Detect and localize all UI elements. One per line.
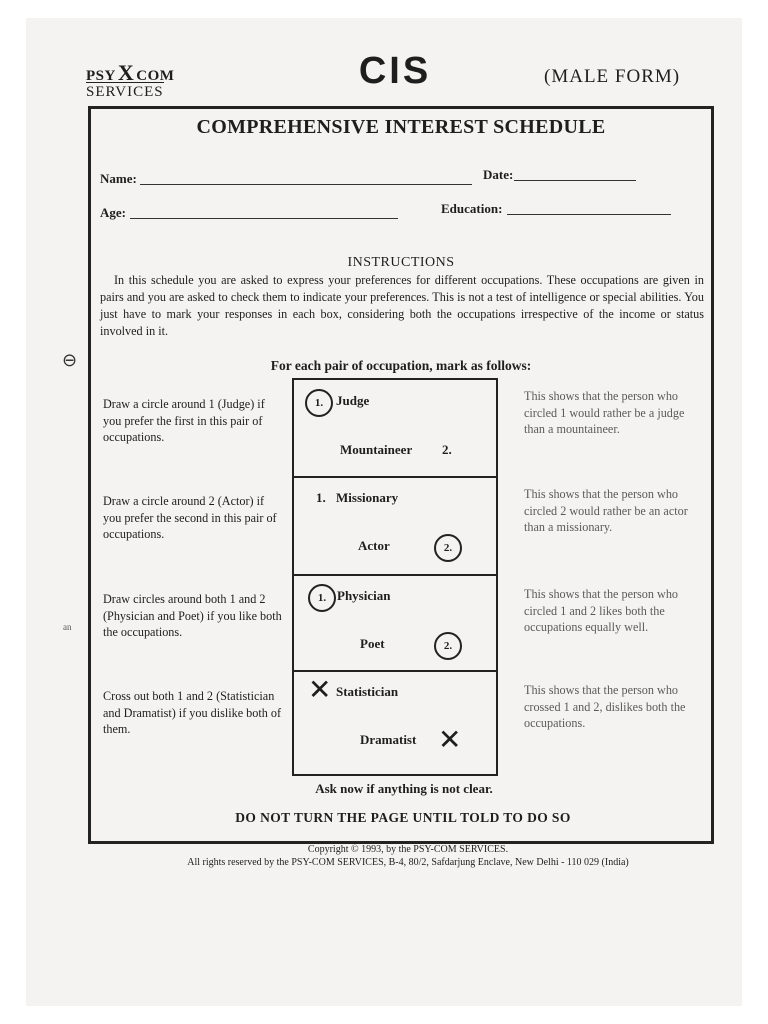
example-4-second: Dramatist	[360, 732, 417, 747]
education-field[interactable]	[507, 214, 671, 215]
margin-mark: an	[63, 622, 72, 632]
do-not-turn-note: DO NOT TURN THE PAGE UNTIL TOLD TO DO SO	[235, 810, 571, 825]
example-1-circled-num1: 1.	[305, 389, 333, 417]
example-2-explanation: This shows that the person who circled 2 would rather be an actor than a missionary.	[524, 487, 688, 534]
instructions-text: In this schedule you are asked to express your preferences for different occupations. These occupations are given in pairs and you are asked to check them to indicate your preferences. This is not a test of intelligence or special abilities. You just have to mark your responses in each box, considering both the occupations irrespective of the income or status involved in it.	[100, 273, 704, 338]
instructions-heading: INSTRUCTIONS	[347, 255, 455, 270]
example-2-instruction: Draw a circle around 2 (Actor) if you prefer the second in this pair of occupations.	[103, 494, 277, 541]
example-1-box	[294, 380, 496, 478]
age-field[interactable]	[130, 218, 398, 219]
example-1-second: Mountaineer	[340, 442, 413, 457]
example-grid	[292, 378, 498, 776]
ask-note: Ask now if anything is not clear.	[315, 781, 493, 796]
date-label: Date:	[483, 167, 514, 182]
example-3-box	[294, 574, 496, 672]
page-title: COMPREHENSIVE INTEREST SCHEDULE	[196, 116, 606, 138]
pair-heading: For each pair of occupation, mark as follows:	[270, 358, 532, 373]
logo-x: X	[117, 60, 135, 85]
example-1-first: Judge	[336, 393, 370, 408]
form-type: (MALE FORM)	[544, 66, 681, 87]
example-2-box	[294, 478, 496, 576]
name-label: Name:	[100, 171, 137, 186]
copyright-line-1: Copyright © 1993, by the PSY-COM SERVICES.	[307, 844, 509, 855]
example-3-first: Physician	[337, 588, 391, 603]
example-4-box	[294, 670, 496, 766]
example-1-num2: 2.	[442, 442, 452, 457]
example-3-explanation: This shows that the person who circled 1 and 2 likes both the occupations equally well.	[524, 587, 679, 634]
education-label: Education:	[441, 201, 503, 216]
age-label: Age:	[100, 205, 126, 220]
example-4-first: Statistician	[336, 684, 399, 699]
example-2-num1: 1.	[316, 490, 326, 505]
date-field[interactable]	[514, 180, 636, 181]
example-4-cross-2-icon: ✕	[438, 723, 462, 756]
example-3-circled-num2: 2.	[434, 632, 462, 660]
example-3-circled-num1: 1.	[308, 584, 336, 612]
example-2-circled-num2: 2.	[434, 534, 462, 562]
example-1-explanation: This shows that the person who circled 1 would rather be a judge than a mountaineer.	[524, 389, 685, 436]
example-3-second: Poet	[360, 636, 385, 651]
name-field[interactable]	[140, 184, 472, 185]
example-4-cross-1-icon: ✕	[308, 673, 332, 706]
instructions-body	[100, 272, 704, 340]
logo-services: SERVICES	[86, 84, 164, 100]
example-3-instruction: Draw circles around both 1 and 2 (Physician and Poet) if you like both the occupations.	[103, 592, 282, 639]
circled-line-mark-icon: ⊖	[62, 350, 78, 371]
example-2-first: Missionary	[336, 490, 399, 505]
example-4-instruction: Cross out both 1 and 2 (Statistician and Dramatist) if you dislike both of them.	[103, 689, 282, 736]
form-code: CIS	[358, 50, 432, 92]
example-1-instruction: Draw a circle around 1 (Judge) if you prefer the first in this pair of occupations.	[103, 397, 265, 444]
example-4-explanation: This shows that the person who crossed 1 and 2, dislikes both the occupations.	[524, 683, 686, 730]
example-2-second: Actor	[358, 538, 390, 553]
copyright-line-2: All rights reserved by the PSY-COM SERVICES, B-4, 80/2, Safdarjung Enclave, New Delhi - 110 029 (India)	[187, 857, 629, 868]
psycom-logo	[86, 60, 186, 100]
logo-com: COM	[136, 68, 175, 84]
logo-psy: PSY	[86, 68, 116, 84]
